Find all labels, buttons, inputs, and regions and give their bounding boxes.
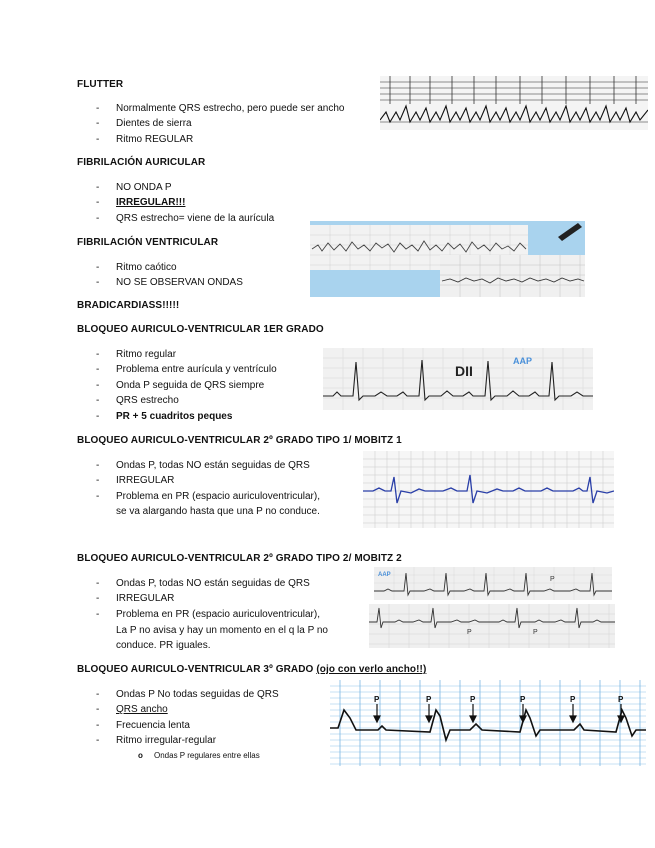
- list-item: - Ritmo regular: [96, 349, 177, 360]
- sub-list-item: o Ondas P regulares entre ellas: [138, 751, 260, 760]
- flutter-title: FLUTTER: [77, 79, 124, 90]
- list-item: - QRS ancho: [96, 704, 168, 715]
- list-item-continuation: conduce. PR iguales.: [116, 640, 211, 651]
- p-wave-label: P: [467, 629, 472, 636]
- bav3-title: BLOQUEO AURICULO-VENTRICULAR 3º GRADO (ojo con verlo ancho!!): [77, 664, 427, 675]
- list-item: - NO ONDA P: [96, 182, 172, 193]
- fa-title: FIBRILACIÓN AURICULAR: [77, 157, 206, 168]
- list-item: - IRREGULAR: [96, 475, 175, 486]
- list-item: - Ondas P, todas NO están seguidas de QRS: [96, 460, 310, 471]
- aap-logo: AAP: [513, 356, 533, 366]
- bav3-ecg-image: [330, 680, 646, 766]
- aap-logo: AAP: [378, 572, 391, 578]
- list-item-continuation: se va alargando hasta que una P no conduce.: [116, 506, 320, 517]
- fv-title: FIBRILACIÓN VENTRICULAR: [77, 237, 219, 248]
- list-item: - Problema en PR (espacio auriculoventricular),: [96, 609, 320, 620]
- lead-label: DII: [455, 363, 473, 379]
- list-item: - Dientes de sierra: [96, 118, 192, 129]
- fibrillation-ecg-image: [310, 221, 585, 297]
- list-item: - IRREGULAR!!!: [96, 197, 186, 208]
- list-item: - QRS estrecho= viene de la aurícula: [96, 213, 275, 224]
- list-item: - Ritmo irregular-regular: [96, 735, 217, 746]
- p-wave-label: P: [533, 629, 538, 636]
- list-item: - Onda P seguida de QRS siempre: [96, 380, 265, 391]
- list-item: - QRS estrecho: [96, 395, 179, 406]
- list-item: - PR + 5 cuadritos peques: [96, 411, 233, 422]
- p-wave-label: P: [618, 695, 624, 704]
- p-wave-label: P: [374, 695, 380, 704]
- bav3-note: (ojo con verlo ancho!!): [316, 664, 427, 675]
- list-item: - Ondas P, todas NO están seguidas de QRS: [96, 578, 310, 589]
- mobitz2-title: BLOQUEO AURICULO-VENTRICULAR 2º GRADO TIPO 2/ MOBITZ 2: [77, 553, 402, 564]
- p-wave-label: P: [426, 695, 432, 704]
- list-item: - Frecuencia lenta: [96, 720, 190, 731]
- p-wave-label: P: [550, 576, 555, 583]
- p-wave-label: P: [470, 695, 476, 704]
- p-wave-label: P: [570, 695, 576, 704]
- mobitz2-ecg-image-top: [374, 567, 612, 600]
- list-item: - NO SE OBSERVAN ONDAS: [96, 277, 243, 288]
- p-wave-label: P: [520, 695, 526, 704]
- brady-title: BRADICARDIASS!!!!!: [77, 300, 180, 311]
- list-item: - Problema entre aurícula y ventrículo: [96, 364, 277, 375]
- list-item: - Normalmente QRS estrecho, pero puede ser ancho: [96, 103, 345, 114]
- flutter-ecg-image: [380, 76, 648, 130]
- list-item: - IRREGULAR: [96, 593, 175, 604]
- mobitz1-ecg-image: [363, 451, 614, 528]
- list-item: - Ondas P No todas seguidas de QRS: [96, 689, 279, 700]
- list-item: - Ritmo caótico: [96, 262, 177, 273]
- bav1-title: BLOQUEO AURICULO-VENTRICULAR 1ER GRADO: [77, 324, 324, 335]
- list-item: - Ritmo REGULAR: [96, 134, 194, 145]
- list-item: - Problema en PR (espacio auriculoventricular),: [96, 491, 320, 502]
- mobitz2-ecg-image-bottom: [369, 604, 615, 648]
- list-item-continuation: La P no avisa y hay un momento en el q la P no: [116, 625, 328, 636]
- mobitz1-title: BLOQUEO AURICULO-VENTRICULAR 2º GRADO TIPO 1/ MOBITZ 1: [77, 435, 402, 446]
- bav1-ecg-image: [323, 348, 593, 410]
